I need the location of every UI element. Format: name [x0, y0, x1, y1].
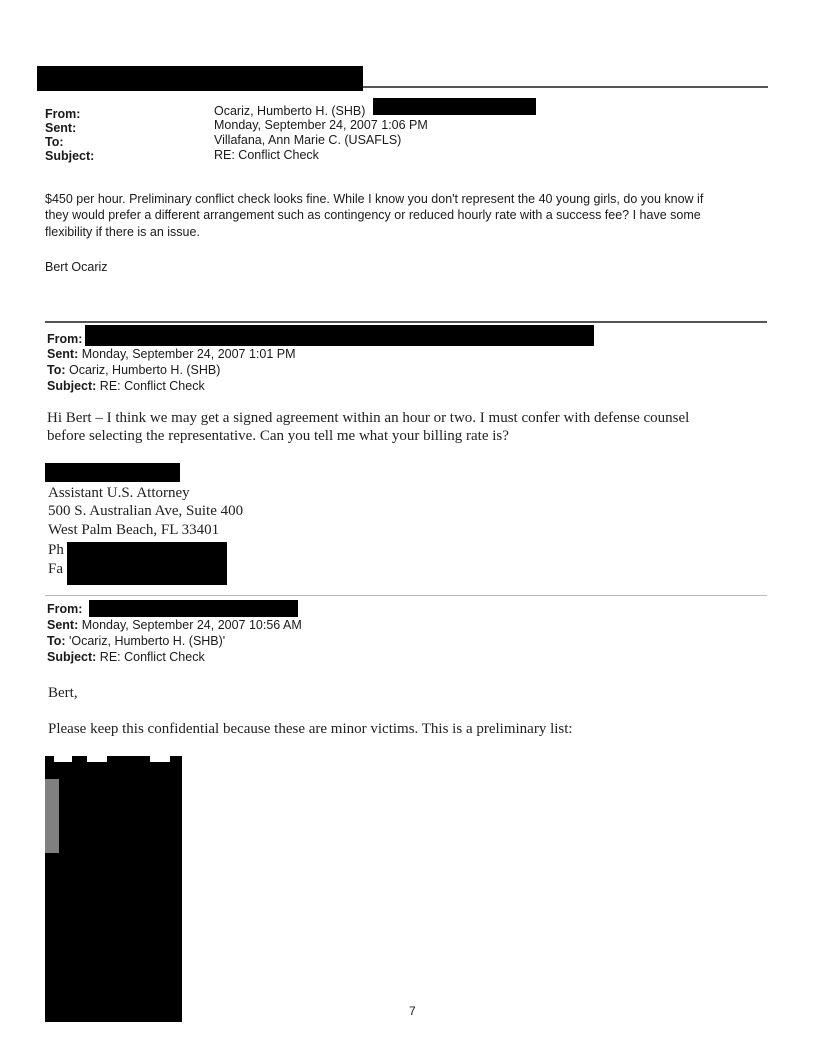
redaction-sender-name — [45, 463, 180, 482]
redaction-victim-list — [45, 756, 182, 1022]
top-divider — [363, 86, 768, 88]
header1-subject-label: Subject: — [45, 149, 95, 163]
header3-subject-line — [47, 650, 205, 664]
signature-phone-prefix: Ph — [48, 542, 64, 558]
redaction-header1-email — [373, 98, 536, 115]
message2-line1: Hi Bert – I think we may get a signed agreement within an hour or two. I must confer with defense counsel — [47, 410, 690, 426]
header1-from-value: Ocariz, Humberto H. (SHB) — [214, 104, 366, 118]
header1-subject-value: RE: Conflict Check — [214, 148, 319, 162]
header2-to-label: To: — [47, 363, 66, 377]
header2-sent-label: Sent: — [47, 347, 79, 361]
header3-to-line — [47, 634, 225, 648]
header3-subject-label: Subject: — [47, 650, 97, 664]
header3-from-label: From: — [47, 602, 83, 616]
header3-sent-value: Monday, September 24, 2007 10:56 AM — [81, 618, 302, 632]
message1-signature: Bert Ocariz — [45, 260, 108, 274]
message1-line2: they would prefer a different arrangement such as contingency or reduced hourly rate with a success fee? I have some — [45, 208, 701, 222]
header2-divider — [45, 321, 767, 323]
signature-fax-prefix: Fa — [48, 561, 63, 577]
signature-address1: 500 S. Australian Ave, Suite 400 — [48, 503, 244, 519]
header2-from-label: From: — [47, 332, 83, 346]
message3-greeting: Bert, — [48, 685, 78, 701]
redaction-phone-fax — [67, 542, 227, 585]
redaction-edge-notch — [54, 756, 72, 762]
signature-title: Assistant U.S. Attorney — [48, 485, 190, 501]
header1-from-label: From: — [45, 107, 81, 121]
redaction-edge-notch — [150, 756, 170, 762]
header2-to-line — [47, 363, 220, 377]
header2-subject-line — [47, 379, 205, 393]
header3-to-label: To: — [47, 634, 66, 648]
message1-line1: $450 per hour. Preliminary conflict check looks fine. While I know you don't represent the 40 young girls, do you know if — [45, 192, 704, 206]
header3-divider — [45, 595, 767, 596]
header2-sent-value: Monday, September 24, 2007 1:01 PM — [81, 347, 296, 361]
header1-sent-label: Sent: — [45, 121, 77, 135]
header3-subject-value: RE: Conflict Check — [99, 650, 205, 664]
message3-line1: Please keep this confidential because these are minor victims. This is a preliminary list: — [48, 721, 573, 737]
header2-subject-label: Subject: — [47, 379, 97, 393]
header1-to-label: To: — [45, 135, 64, 149]
redaction-edge-notch — [87, 756, 107, 762]
header2-sent-line — [47, 347, 296, 361]
redaction-header3-from — [89, 600, 298, 617]
header1-sent-value: Monday, September 24, 2007 1:06 PM — [214, 118, 428, 132]
redaction-gray-strip — [45, 779, 59, 853]
message1-line3: flexibility if there is an issue. — [45, 225, 200, 239]
message2-line2: before selecting the representative. Can you tell me what your billing rate is? — [47, 428, 509, 444]
redaction-header2-from — [85, 325, 594, 346]
header3-sent-line — [47, 618, 302, 632]
header1-to-value: Villafana, Ann Marie C. (USAFLS) — [214, 133, 402, 147]
header3-to-value: 'Ocariz, Humberto H. (SHB)' — [69, 634, 226, 648]
header3-sent-label: Sent: — [47, 618, 79, 632]
header2-to-value: Ocariz, Humberto H. (SHB) — [69, 363, 221, 377]
header2-subject-value: RE: Conflict Check — [99, 379, 205, 393]
signature-address2: West Palm Beach, FL 33401 — [48, 522, 220, 538]
redaction-top-bar — [37, 66, 363, 91]
page-number: 7 — [409, 1004, 416, 1018]
